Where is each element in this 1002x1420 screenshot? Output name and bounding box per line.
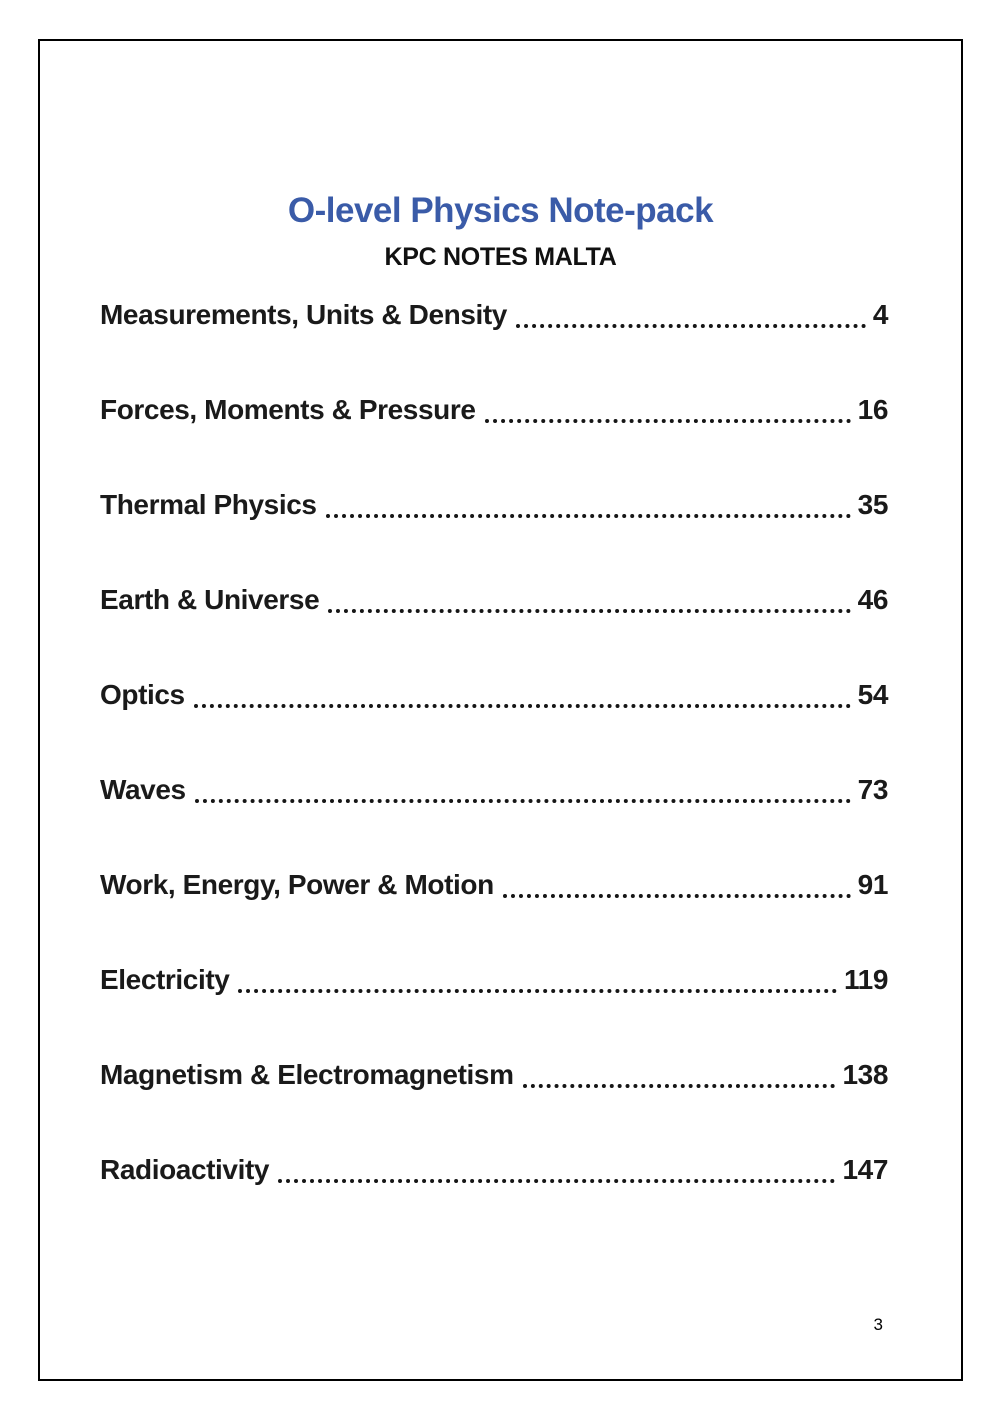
page-number: 3 <box>873 1315 883 1334</box>
toc-entry-page-number: 54 <box>857 679 888 710</box>
dot-leader <box>278 1179 835 1183</box>
toc-entry-page-number: 35 <box>857 489 888 520</box>
toc-entry-page-number: 119 <box>844 964 888 995</box>
dot-leader <box>195 799 851 803</box>
dot-leader <box>326 514 851 518</box>
toc-entry[interactable] <box>100 580 888 620</box>
dot-leader <box>485 419 851 423</box>
table-of-contents <box>40 295 961 1190</box>
toc-entry-label: Optics <box>100 679 185 710</box>
toc-entry-page-number: 16 <box>857 394 888 425</box>
toc-entry-label: Magnetism & Electromagnetism <box>100 1059 514 1090</box>
toc-entry[interactable] <box>100 865 888 905</box>
toc-entry-page-number: 4 <box>872 299 888 330</box>
toc-entry-page-number: 91 <box>857 869 888 900</box>
toc-entry[interactable] <box>100 675 888 715</box>
toc-entry-label: Waves <box>100 774 186 805</box>
toc-entry[interactable] <box>100 295 888 335</box>
toc-entry-label: Thermal Physics <box>100 489 317 520</box>
toc-entry-label: Forces, Moments & Pressure <box>100 394 476 425</box>
document-title: O-level Physics Note-pack <box>287 191 714 230</box>
toc-entry-label: Work, Energy, Power & Motion <box>100 869 494 900</box>
toc-entry[interactable] <box>100 390 888 430</box>
dot-leader <box>194 704 851 708</box>
toc-entry[interactable] <box>100 485 888 525</box>
dot-leader <box>523 1084 836 1088</box>
toc-entry[interactable] <box>100 960 888 1000</box>
toc-entry[interactable] <box>100 770 888 810</box>
toc-entry-page-number: 138 <box>842 1059 888 1090</box>
toc-entry-label: Electricity <box>100 964 230 995</box>
toc-entry-page-number: 73 <box>857 774 888 805</box>
document-subtitle: KPC NOTES MALTA <box>384 243 617 271</box>
toc-entry-label: Measurements, Units & Density <box>100 299 507 330</box>
toc-entry[interactable] <box>100 1055 888 1095</box>
dot-leader <box>516 324 866 328</box>
page-border <box>38 39 963 1381</box>
toc-entry[interactable] <box>100 1150 888 1190</box>
dot-leader <box>328 609 850 613</box>
toc-entry-label: Earth & Universe <box>100 584 320 615</box>
toc-entry-page-number: 147 <box>842 1154 888 1185</box>
toc-entry-page-number: 46 <box>857 584 888 615</box>
toc-entry-label: Radioactivity <box>100 1154 270 1185</box>
dot-leader <box>238 989 837 993</box>
dot-leader <box>503 894 851 898</box>
